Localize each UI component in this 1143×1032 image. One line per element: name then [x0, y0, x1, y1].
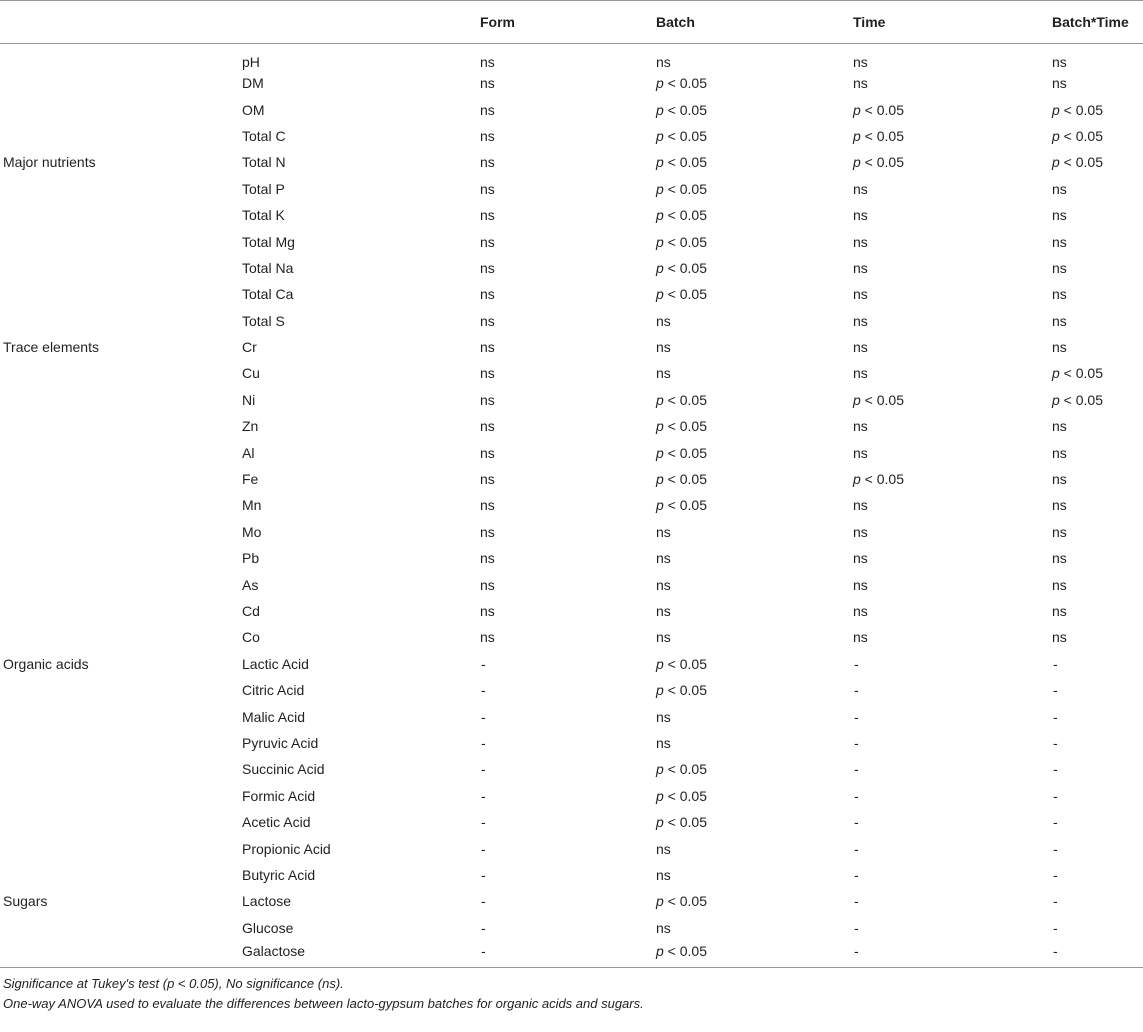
cell-group	[0, 730, 239, 756]
cell-form: ns	[480, 444, 495, 461]
cell-group	[0, 677, 239, 703]
cell-form: -	[481, 840, 486, 857]
cell-group	[0, 492, 239, 518]
table-row	[0, 519, 1143, 545]
table-row	[0, 835, 1143, 861]
cell-parameter: pH	[242, 54, 260, 70]
cell-parameter: Total P	[242, 180, 285, 197]
cell-group	[0, 598, 239, 624]
cell-time: -	[850, 941, 1049, 967]
cell-batch: p < 0.05	[656, 101, 707, 118]
cell-batch-time: ns	[1052, 550, 1067, 567]
cell-group	[0, 783, 239, 809]
p-symbol: p	[853, 101, 861, 118]
cell-batch-time: -	[1053, 682, 1058, 699]
cell-batch-time: ns	[1052, 523, 1067, 540]
table-row	[0, 598, 1143, 624]
cell-batch-time: p < 0.05	[1052, 127, 1103, 144]
cell-time: -	[854, 814, 859, 831]
cell-form: ns	[480, 471, 495, 488]
cell-group	[0, 308, 239, 334]
cell-parameter: Galactose	[239, 941, 477, 967]
cell-group	[0, 123, 239, 149]
table-row	[0, 651, 1143, 677]
cell-parameter: OM	[242, 101, 265, 118]
cell-batch: ns	[656, 919, 671, 936]
cell-batch: p < 0.05	[656, 814, 707, 831]
cell-batch: ns	[656, 603, 671, 619]
cell-time: ns	[853, 365, 868, 382]
cell-time: ns	[853, 54, 868, 70]
cell-parameter: Total N	[242, 154, 286, 171]
cell-batch-time: ns	[1052, 259, 1067, 276]
cell-parameter: Lactose	[242, 893, 292, 910]
cell-batch: ns	[656, 708, 671, 725]
cell-parameter: Total Na	[242, 259, 294, 276]
cell-batch: p < 0.05	[656, 444, 707, 461]
cell-parameter: Cr	[242, 339, 257, 356]
cell-form: ns	[480, 75, 495, 92]
cell-batch-time: -	[1053, 761, 1058, 778]
table-row	[0, 545, 1143, 571]
cell-parameter: Succinic Acid	[242, 761, 325, 778]
cell-group	[0, 809, 239, 835]
cell-batch-time: p < 0.05	[1052, 391, 1103, 408]
table-row	[0, 439, 1143, 465]
cell-time: ns	[853, 207, 868, 224]
p-symbol: p	[1052, 101, 1060, 118]
cell-group	[0, 571, 239, 597]
cell-form: ns	[480, 365, 495, 382]
p-symbol: p	[1052, 365, 1060, 382]
cell-time: ns	[853, 497, 868, 514]
cell-form: ns	[480, 603, 495, 619]
cell-time: -	[854, 682, 859, 699]
p-symbol: p	[656, 814, 664, 831]
cell-form: ns	[480, 312, 495, 329]
table-row	[0, 915, 1143, 941]
p-symbol: p	[1052, 391, 1060, 408]
cell-form: ns	[480, 101, 495, 118]
cell-batch: ns	[656, 54, 671, 70]
table-row	[0, 783, 1143, 809]
p-symbol: p	[656, 787, 664, 804]
cell-time: ns	[853, 339, 868, 356]
cell-time: -	[854, 761, 859, 778]
table-row	[0, 756, 1143, 782]
p-symbol: p	[656, 682, 664, 699]
cell-time: -	[854, 893, 859, 910]
cell-group	[0, 176, 239, 202]
cell-batch-time: ns	[1052, 207, 1067, 224]
cell-form: ns	[480, 629, 495, 646]
cell-batch-time: -	[1049, 941, 1143, 967]
cell-time: -	[854, 787, 859, 804]
cell-batch-time: p < 0.05	[1052, 101, 1103, 118]
table-row	[0, 809, 1143, 835]
cell-batch: ns	[656, 734, 671, 751]
table-row	[0, 387, 1143, 413]
cell-batch: p < 0.05	[656, 75, 707, 92]
cell-parameter: Formic Acid	[242, 787, 316, 804]
cell-batch-time: ns	[1052, 312, 1067, 329]
cell-batch-time: p < 0.05	[1052, 365, 1103, 382]
cell-group: Organic acids	[3, 655, 89, 672]
cell-batch-time: ns	[1052, 471, 1067, 488]
header-row	[0, 1, 1143, 44]
cell-form: -	[481, 682, 486, 699]
cell-group	[0, 281, 239, 307]
cell-batch: p < 0.05	[656, 893, 707, 910]
p-symbol: p	[853, 154, 861, 171]
p-symbol: p	[656, 391, 664, 408]
cell-time: -	[854, 866, 859, 883]
cell-form: -	[481, 761, 486, 778]
cell-batch-time: -	[1053, 893, 1058, 910]
cell-parameter: Total K	[242, 207, 285, 224]
footnote-anova: One-way ANOVA used to evaluate the differences between lacto-gypsum batches for organic acids and sugars.	[3, 995, 644, 1011]
table-row	[0, 202, 1143, 228]
cell-form: -	[481, 734, 486, 751]
cell-form: ns	[480, 207, 495, 224]
cell-batch: p < 0.05	[656, 286, 707, 303]
cell-parameter: Malic Acid	[242, 708, 306, 725]
cell-parameter: Total Ca	[242, 286, 294, 303]
cell-time: ns	[853, 444, 868, 461]
cell-form: ns	[480, 576, 495, 593]
cell-form: -	[481, 919, 486, 936]
cell-parameter: Glucose	[242, 919, 294, 936]
cell-form: ns	[480, 286, 495, 303]
cell-time: -	[854, 708, 859, 725]
cell-form: ns	[480, 391, 495, 408]
cell-batch: p < 0.05	[653, 941, 850, 967]
cell-time: ns	[853, 603, 868, 619]
p-symbol: p	[656, 761, 664, 778]
cell-batch: p < 0.05	[656, 497, 707, 514]
p-symbol: p	[1052, 154, 1060, 171]
p-symbol: p	[656, 444, 664, 461]
cell-batch: ns	[656, 523, 671, 540]
cell-parameter: As	[242, 576, 259, 593]
cell-time: ns	[853, 259, 868, 276]
p-symbol: p	[656, 471, 664, 488]
cell-parameter: Total Mg	[242, 233, 295, 250]
cell-form: ns	[480, 497, 495, 514]
cell-batch: ns	[656, 840, 671, 857]
cell-parameter: Pyruvic Acid	[242, 734, 319, 751]
cell-time: ns	[853, 233, 868, 250]
cell-group	[0, 756, 239, 782]
cell-group	[0, 624, 239, 650]
table-row	[0, 308, 1143, 334]
p-symbol: p	[656, 418, 664, 435]
cell-batch: ns	[656, 576, 671, 593]
cell-batch: p < 0.05	[656, 471, 707, 488]
table-row	[0, 571, 1143, 597]
cell-form: ns	[480, 339, 495, 356]
table-row	[0, 703, 1143, 729]
cell-batch: p < 0.05	[656, 391, 707, 408]
table-row	[0, 360, 1143, 386]
cell-batch-time: ns	[1052, 629, 1067, 646]
cell-time: -	[854, 919, 859, 936]
cell-time: p < 0.05	[853, 471, 904, 488]
cell-batch: p < 0.05	[656, 655, 707, 672]
table-row	[0, 228, 1143, 254]
cell-time: ns	[853, 550, 868, 567]
cell-form: -	[481, 866, 486, 883]
cell-group	[0, 228, 239, 254]
cell-form: -	[481, 787, 486, 804]
cell-batch: ns	[656, 866, 671, 883]
cell-parameter: Mo	[242, 523, 262, 540]
table-row	[0, 677, 1143, 703]
cell-batch: p < 0.05	[656, 233, 707, 250]
cell-parameter: Pb	[242, 550, 260, 567]
cell-group	[0, 387, 239, 413]
cell-parameter: Zn	[242, 418, 259, 435]
cell-time: -	[854, 840, 859, 857]
header-group	[0, 1, 239, 44]
footnote-significance: Significance at Tukey's test (p < 0.05), No significance (ns).	[3, 975, 344, 991]
cell-group	[0, 466, 239, 492]
cell-group	[0, 519, 239, 545]
cell-time: ns	[853, 418, 868, 435]
cell-group: Major nutrients	[3, 154, 96, 171]
cell-parameter: Mn	[242, 497, 262, 514]
cell-batch-time: -	[1053, 866, 1058, 883]
cell-group	[0, 941, 239, 967]
cell-parameter: Cd	[242, 603, 260, 619]
cell-group	[0, 703, 239, 729]
table-row	[0, 176, 1143, 202]
cell-batch-time: -	[1053, 840, 1058, 857]
cell-batch-time: ns	[1052, 576, 1067, 593]
table-row	[0, 492, 1143, 518]
table-row	[0, 466, 1143, 492]
p-symbol: p	[853, 127, 861, 144]
cell-batch-time: -	[1053, 814, 1058, 831]
cell-form: ns	[480, 127, 495, 144]
table-row	[0, 44, 1143, 71]
cell-batch-time: ns	[1052, 339, 1067, 356]
p-symbol: p	[656, 233, 664, 250]
cell-batch: p < 0.05	[656, 207, 707, 224]
cell-parameter: Acetic Acid	[242, 814, 311, 831]
cell-form: -	[477, 941, 653, 967]
cell-batch: ns	[656, 312, 671, 329]
cell-batch-time: ns	[1052, 497, 1067, 514]
p-symbol: p	[656, 127, 664, 144]
cell-form: ns	[480, 259, 495, 276]
table-row	[0, 334, 1143, 360]
cell-time: ns	[853, 286, 868, 303]
cell-group	[0, 413, 239, 439]
cell-batch-time: ns	[1052, 418, 1067, 435]
cell-time: ns	[853, 180, 868, 197]
cell-time: ns	[853, 312, 868, 329]
cell-time: -	[854, 734, 859, 751]
cell-batch: ns	[656, 339, 671, 356]
cell-form: ns	[480, 180, 495, 197]
cell-group	[0, 915, 239, 941]
table-row	[0, 888, 1143, 914]
p-symbol: p	[656, 154, 664, 171]
cell-batch-time: ns	[1052, 603, 1067, 619]
table-footnotes	[0, 968, 1143, 1014]
p-symbol: p	[656, 207, 664, 224]
cell-time: p < 0.05	[853, 154, 904, 171]
cell-batch: p < 0.05	[656, 127, 707, 144]
cell-batch-time: ns	[1052, 54, 1067, 70]
cell-form: -	[481, 814, 486, 831]
cell-form: ns	[480, 523, 495, 540]
table-row	[0, 255, 1143, 281]
cell-batch-time: ns	[1052, 286, 1067, 303]
cell-time: ns	[853, 576, 868, 593]
table-row	[0, 149, 1143, 175]
cell-batch: p < 0.05	[656, 259, 707, 276]
p-symbol: p	[853, 471, 861, 488]
cell-group	[0, 96, 239, 122]
cell-batch: ns	[656, 550, 671, 567]
header-form: Form	[477, 1, 653, 44]
cell-batch: p < 0.05	[656, 761, 707, 778]
cell-batch: p < 0.05	[656, 180, 707, 197]
cell-parameter: Co	[242, 629, 260, 646]
cell-batch: p < 0.05	[656, 682, 707, 699]
cell-batch-time: -	[1053, 787, 1058, 804]
table-header	[0, 1, 1143, 44]
table-row	[0, 123, 1143, 149]
cell-group	[0, 255, 239, 281]
cell-form: -	[481, 708, 486, 725]
cell-form: ns	[480, 154, 495, 171]
p-symbol: p	[853, 391, 861, 408]
cell-time: ns	[853, 75, 868, 92]
cell-time: p < 0.05	[853, 127, 904, 144]
cell-batch-time: -	[1053, 655, 1058, 672]
cell-parameter: Al	[242, 444, 255, 461]
cell-group	[0, 439, 239, 465]
table-row	[0, 730, 1143, 756]
cell-batch: p < 0.05	[656, 418, 707, 435]
cell-time: p < 0.05	[853, 391, 904, 408]
cell-parameter: Total S	[242, 312, 285, 329]
table-row	[0, 624, 1143, 650]
p-symbol: p	[656, 180, 664, 197]
cell-batch-time: -	[1053, 734, 1058, 751]
header-batch: Batch	[653, 1, 850, 44]
table-body	[0, 44, 1143, 968]
p-symbol: p	[656, 75, 664, 92]
cell-time: -	[854, 655, 859, 672]
cell-batch-time: -	[1053, 708, 1058, 725]
cell-group	[0, 360, 239, 386]
cell-group	[0, 862, 239, 888]
table-row	[0, 96, 1143, 122]
header-batch-time: Batch*Time	[1049, 1, 1143, 44]
cell-group	[0, 545, 239, 571]
cell-batch-time: -	[1053, 919, 1058, 936]
cell-form: ns	[480, 550, 495, 567]
cell-form: ns	[480, 233, 495, 250]
cell-parameter: Total C	[242, 127, 286, 144]
cell-group: Sugars	[3, 893, 48, 910]
cell-batch: p < 0.05	[656, 154, 707, 171]
header-parameter	[239, 1, 477, 44]
cell-batch: ns	[656, 629, 671, 646]
cell-parameter: Lactic Acid	[242, 655, 309, 672]
table-row	[0, 281, 1143, 307]
p-symbol: p	[1052, 127, 1060, 144]
cell-group	[0, 44, 239, 71]
table-row	[0, 70, 1143, 96]
cell-parameter: Butyric Acid	[242, 866, 316, 883]
cell-batch-time: ns	[1052, 180, 1067, 197]
table-row	[0, 941, 1143, 967]
p-symbol: p	[656, 893, 664, 910]
cell-form: -	[481, 655, 486, 672]
cell-time: ns	[853, 523, 868, 540]
cell-parameter: Fe	[242, 471, 259, 488]
p-symbol: p	[656, 497, 664, 514]
cell-batch-time: ns	[1052, 444, 1067, 461]
cell-time: p < 0.05	[853, 101, 904, 118]
cell-parameter: Propionic Acid	[242, 840, 331, 857]
cell-form: ns	[480, 418, 495, 435]
header-time: Time	[850, 1, 1049, 44]
cell-group	[0, 835, 239, 861]
cell-parameter: Cu	[242, 365, 260, 382]
p-symbol: p	[656, 259, 664, 276]
cell-group	[0, 202, 239, 228]
table-row	[0, 862, 1143, 888]
cell-parameter: Citric Acid	[242, 682, 305, 699]
cell-form: ns	[480, 54, 495, 70]
cell-form: -	[481, 893, 486, 910]
p-symbol: p	[656, 942, 664, 959]
table-row	[0, 413, 1143, 439]
cell-batch: p < 0.05	[656, 787, 707, 804]
cell-batch-time: ns	[1052, 233, 1067, 250]
p-symbol: p	[656, 655, 664, 672]
cell-group: Trace elements	[3, 339, 99, 356]
cell-batch: ns	[656, 365, 671, 382]
cell-batch-time: ns	[1052, 75, 1067, 92]
cell-group	[0, 70, 239, 96]
p-symbol: p	[656, 286, 664, 303]
cell-batch-time: p < 0.05	[1052, 154, 1103, 171]
p-symbol: p	[656, 101, 664, 118]
cell-parameter: Ni	[242, 391, 256, 408]
cell-time: ns	[853, 629, 868, 646]
cell-parameter: DM	[242, 75, 264, 92]
